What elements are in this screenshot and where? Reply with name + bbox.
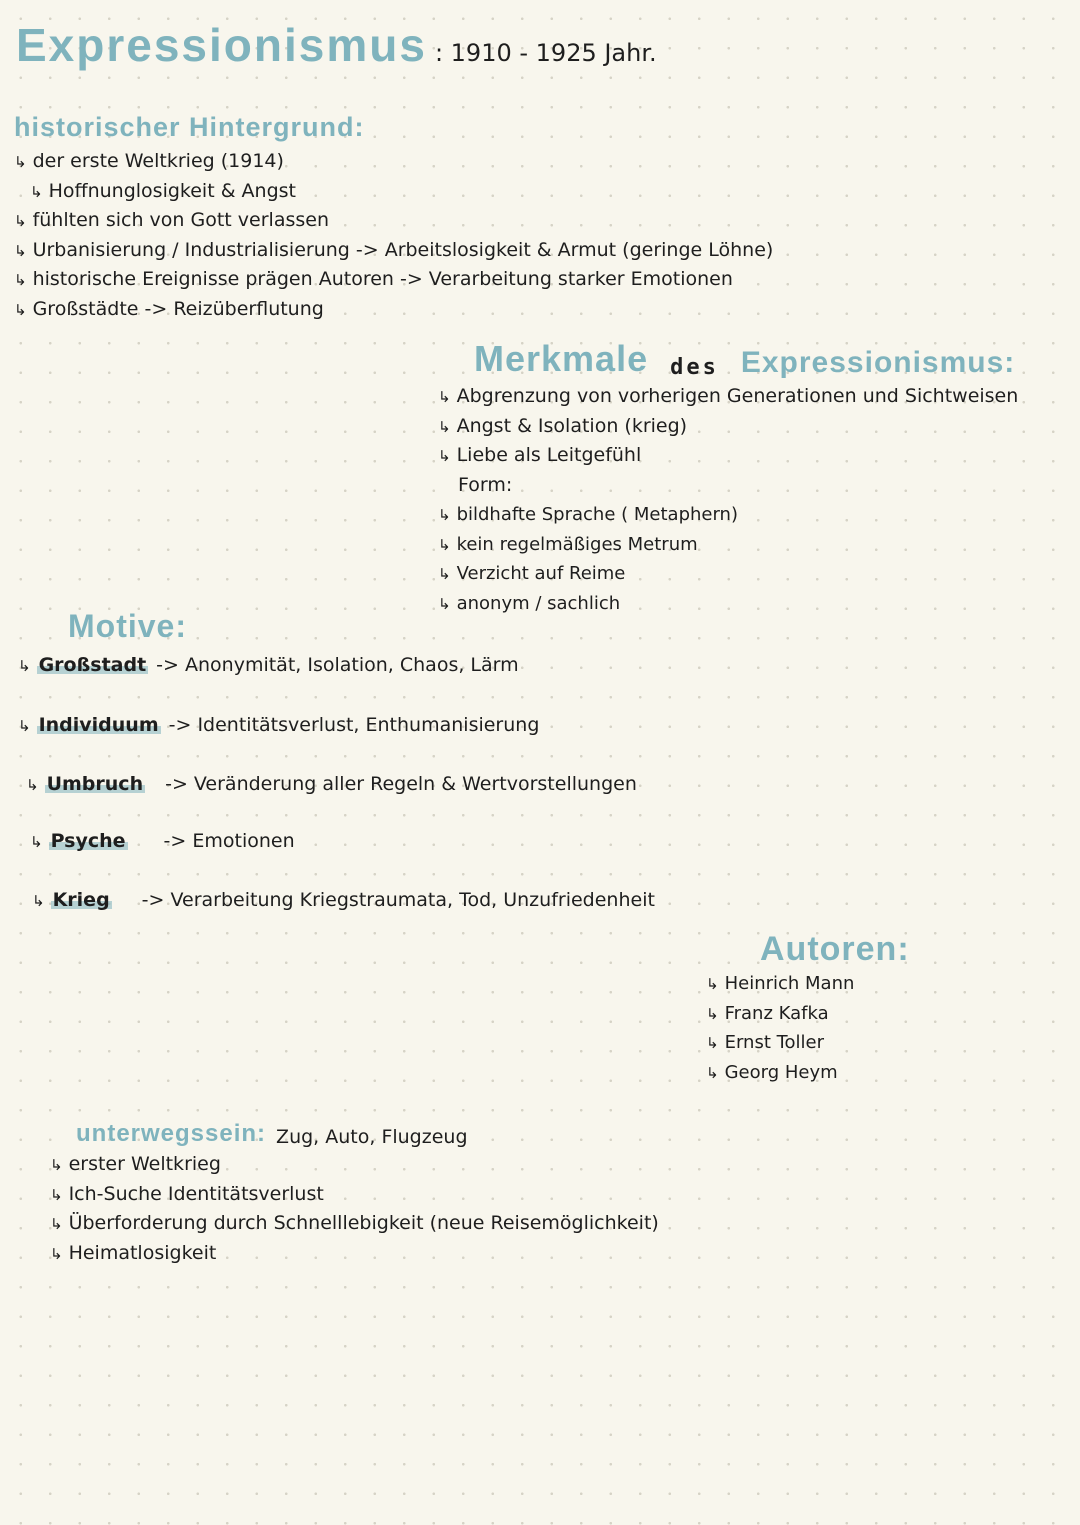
arrow-curved-icon: ↳ (50, 1215, 63, 1233)
arrow-curved-icon: ↳ (706, 1063, 719, 1082)
arrow-curved-icon: ↳ (30, 182, 43, 201)
travel-subtitle: Zug, Auto, Flugzeug (276, 1126, 468, 1148)
author-item: ↳ Franz Kafka (706, 1002, 829, 1024)
author-item: ↳ Georg Heym (706, 1061, 838, 1083)
motive-item: ↳ Krieg -> Verarbeitung Kriegstraumata, Tod, Unzufriedenheit (32, 889, 655, 911)
author-item: ↳ Ernst Toller (706, 1032, 825, 1053)
arrow-curved-icon: ↳ (50, 1244, 63, 1263)
arrow-curved-icon: ↳ (706, 1034, 719, 1052)
page-title (16, 18, 657, 72)
arrow-curved-icon: ↳ (438, 506, 451, 524)
form-item: ↳ bildhafte Sprache ( Metaphern) (438, 504, 738, 525)
travel-heading-row (76, 1120, 659, 1148)
arrow-curved-icon: ↳ (30, 832, 43, 851)
form-label: Form: (458, 473, 513, 496)
motive-item: ↳ Großstadt -> Anonymität, Isolation, Chaos, Lärm (18, 654, 519, 676)
arrow-curved-icon: ↳ (438, 594, 451, 613)
motives-section (18, 608, 655, 916)
arrow-curved-icon: ↳ (14, 300, 27, 319)
arrow-curved-icon: ↳ (14, 271, 27, 289)
historical-item: ↳ Großstädte -> Reizüberflutung (14, 297, 324, 320)
historical-item: ↳ Urbanisierung / Industrialisierung -> Arbeitslosigkeit & Armut (geringe Löhne) (14, 238, 774, 261)
travel-heading: unterwegssein: (76, 1120, 267, 1147)
form-item: ↳ kein regelmäßiges Metrum (438, 533, 698, 555)
features-heading: Merkmale des Expressionismus: (474, 338, 1016, 380)
title-text: Expressionismus (16, 19, 427, 71)
arrow-curved-icon: ↳ (14, 153, 27, 171)
arrow-curved-icon: ↳ (32, 892, 45, 910)
form-item: ↳ Verzicht auf Reime (438, 563, 626, 584)
form-item: ↳ anonym / sachlich (438, 592, 621, 614)
travel-section (50, 1120, 659, 1268)
historical-item: ↳ historische Ereignisse prägen Autoren -> Verarbeitung starker Emotionen (14, 268, 733, 290)
arrow-curved-icon: ↳ (26, 776, 39, 794)
arrow-curved-icon: ↳ (438, 417, 451, 436)
feature-item: ↳ Angst & Isolation (krieg) (438, 414, 688, 437)
features-section (438, 338, 1018, 618)
travel-item: ↳ erster Weltkrieg (50, 1153, 221, 1175)
motive-item: ↳ Psyche -> Emotionen (30, 829, 295, 852)
feature-item: ↳ Abgrenzung von vorherigen Generationen und Sichtweisen (438, 385, 1019, 407)
motives-heading: Motive: (68, 608, 187, 644)
historical-item: ↳ der erste Weltkrieg (1914) (14, 150, 284, 172)
motive-item: ↳ Umbruch -> Veränderung aller Regeln & Wertvorstellungen (26, 773, 637, 795)
arrow-curved-icon: ↳ (438, 535, 451, 554)
motive-item: ↳ Individuum -> Identitätsverlust, Enthumanisierung (18, 713, 540, 736)
arrow-curved-icon: ↳ (706, 975, 719, 993)
historical-item: ↳ fühlten sich von Gott verlassen (14, 209, 329, 231)
authors-section (706, 930, 910, 1087)
arrow-curved-icon: ↳ (50, 1185, 63, 1204)
travel-item: ↳ Überforderung durch Schnelllebigkeit (neue Reisemöglichkeit) (50, 1212, 659, 1234)
arrow-curved-icon: ↳ (14, 241, 27, 260)
arrow-curved-icon: ↳ (18, 716, 31, 735)
title-period: : 1910 - 1925 Jahr. (434, 39, 657, 67)
historical-heading: historischer Hintergrund: (14, 112, 365, 142)
arrow-curved-icon: ↳ (438, 447, 451, 465)
historical-section (14, 112, 773, 324)
arrow-curved-icon: ↳ (14, 212, 27, 230)
authors-heading: Autoren: (760, 930, 910, 968)
arrow-curved-icon: ↳ (438, 388, 451, 406)
author-item: ↳ Heinrich Mann (706, 973, 855, 994)
arrow-curved-icon: ↳ (438, 565, 451, 583)
arrow-curved-icon: ↳ (50, 1156, 63, 1174)
historical-item: ↳ Hoffnunglosigkeit & Angst (30, 179, 296, 202)
arrow-curved-icon: ↳ (706, 1004, 719, 1023)
travel-item: ↳ Heimatlosigkeit (50, 1241, 217, 1264)
arrow-curved-icon: ↳ (18, 657, 31, 675)
feature-item: ↳ Liebe als Leitgefühl (438, 444, 642, 466)
travel-item: ↳ Ich-Suche Identitätsverlust (50, 1182, 324, 1205)
